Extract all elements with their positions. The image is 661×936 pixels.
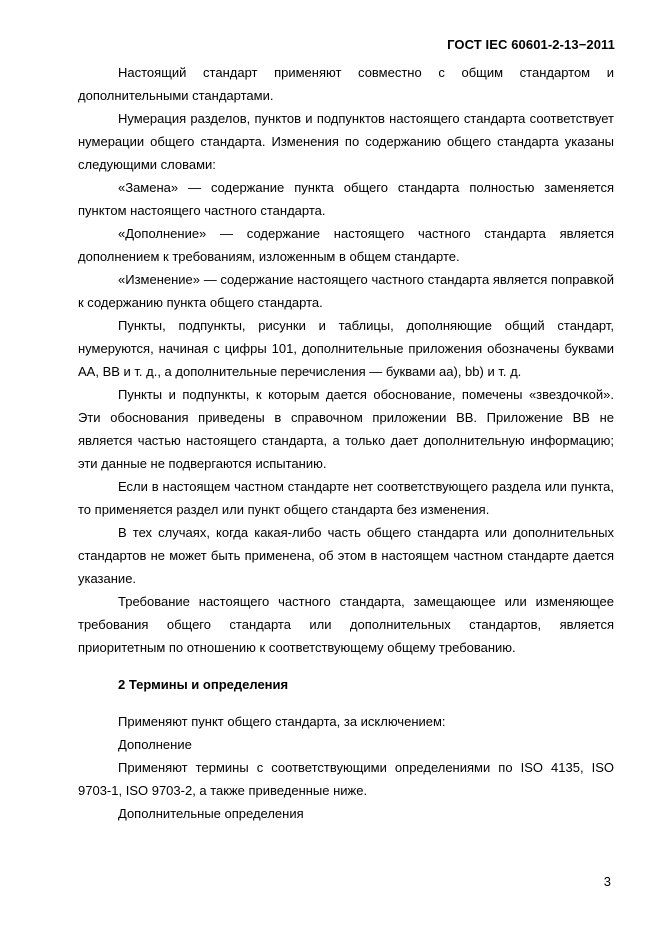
paragraph: В тех случаях, когда какая-либо часть общего стандарта или дополнительных стандартов не может быть применена, об этом в настоящем частном стандарте дается указание. <box>78 525 614 586</box>
page-number: 3 <box>603 874 611 889</box>
paragraph: Применяют термины с соответствующими определениями по ISO 4135, ISO 9703-1, ISO 9703-2, а также приведенные ниже. <box>78 760 614 798</box>
paragraph: «Изменение» — содержание настоящего частного стандарта является поправкой к содержанию пункта общего стандарта. <box>78 272 614 310</box>
paragraph: Нумерация разделов, пунктов и подпунктов настоящего стандарта соответствует нумерации общего стандарта. Изменения по содержанию общего стандарта указаны следующими словами: <box>78 111 614 172</box>
paragraph: Настоящий стандарт применяют совместно с общим стандартом и дополнительными стандартами. <box>78 65 614 103</box>
paragraph: «Замена» — содержание пункта общего стандарта полностью заменяется пунктом настоящего частного стандарта. <box>78 180 614 218</box>
paragraph: Пункты и подпункты, к которым дается обоснование, помечены «звездочкой». Эти обоснования приведены в справочном приложении ВВ. Приложение ВВ не является частью настоящего стандарта, а только дает дополнительную информацию; эти данные не подвергаются испытанию. <box>78 387 614 471</box>
document-body <box>78 61 614 825</box>
paragraph: Дополнение <box>118 737 192 752</box>
section-heading: 2 Термины и определения <box>118 677 289 692</box>
paragraph: Требование настоящего частного стандарта, замещающее или изменяющее требования общего стандарта или дополнительных стандартов, является приоритетным по отношению к соответствующему общему требованию. <box>78 594 614 655</box>
paragraph: «Дополнение» — содержание настоящего частного стандарта является дополнением к требованиям, изложенным в общем стандарте. <box>78 226 614 264</box>
document-header: ГОСТ IEC 60601-2-13−2011 <box>447 37 615 52</box>
paragraph: Пункты, подпункты, рисунки и таблицы, дополняющие общий стандарт, нумеруются, начиная с цифры 101, дополнительные приложения обозначены буквами АА, ВВ и т. д., а дополнительные перечисления — буквами аа), bb) и т. д. <box>78 318 614 379</box>
paragraph: Применяют пункт общего стандарта, за исключением: <box>118 714 446 729</box>
paragraph: Если в настоящем частном стандарте нет соответствующего раздела или пункта, то применяется раздел или пункт общего стандарта без изменения. <box>78 479 614 517</box>
paragraph: Дополнительные определения <box>118 806 304 821</box>
